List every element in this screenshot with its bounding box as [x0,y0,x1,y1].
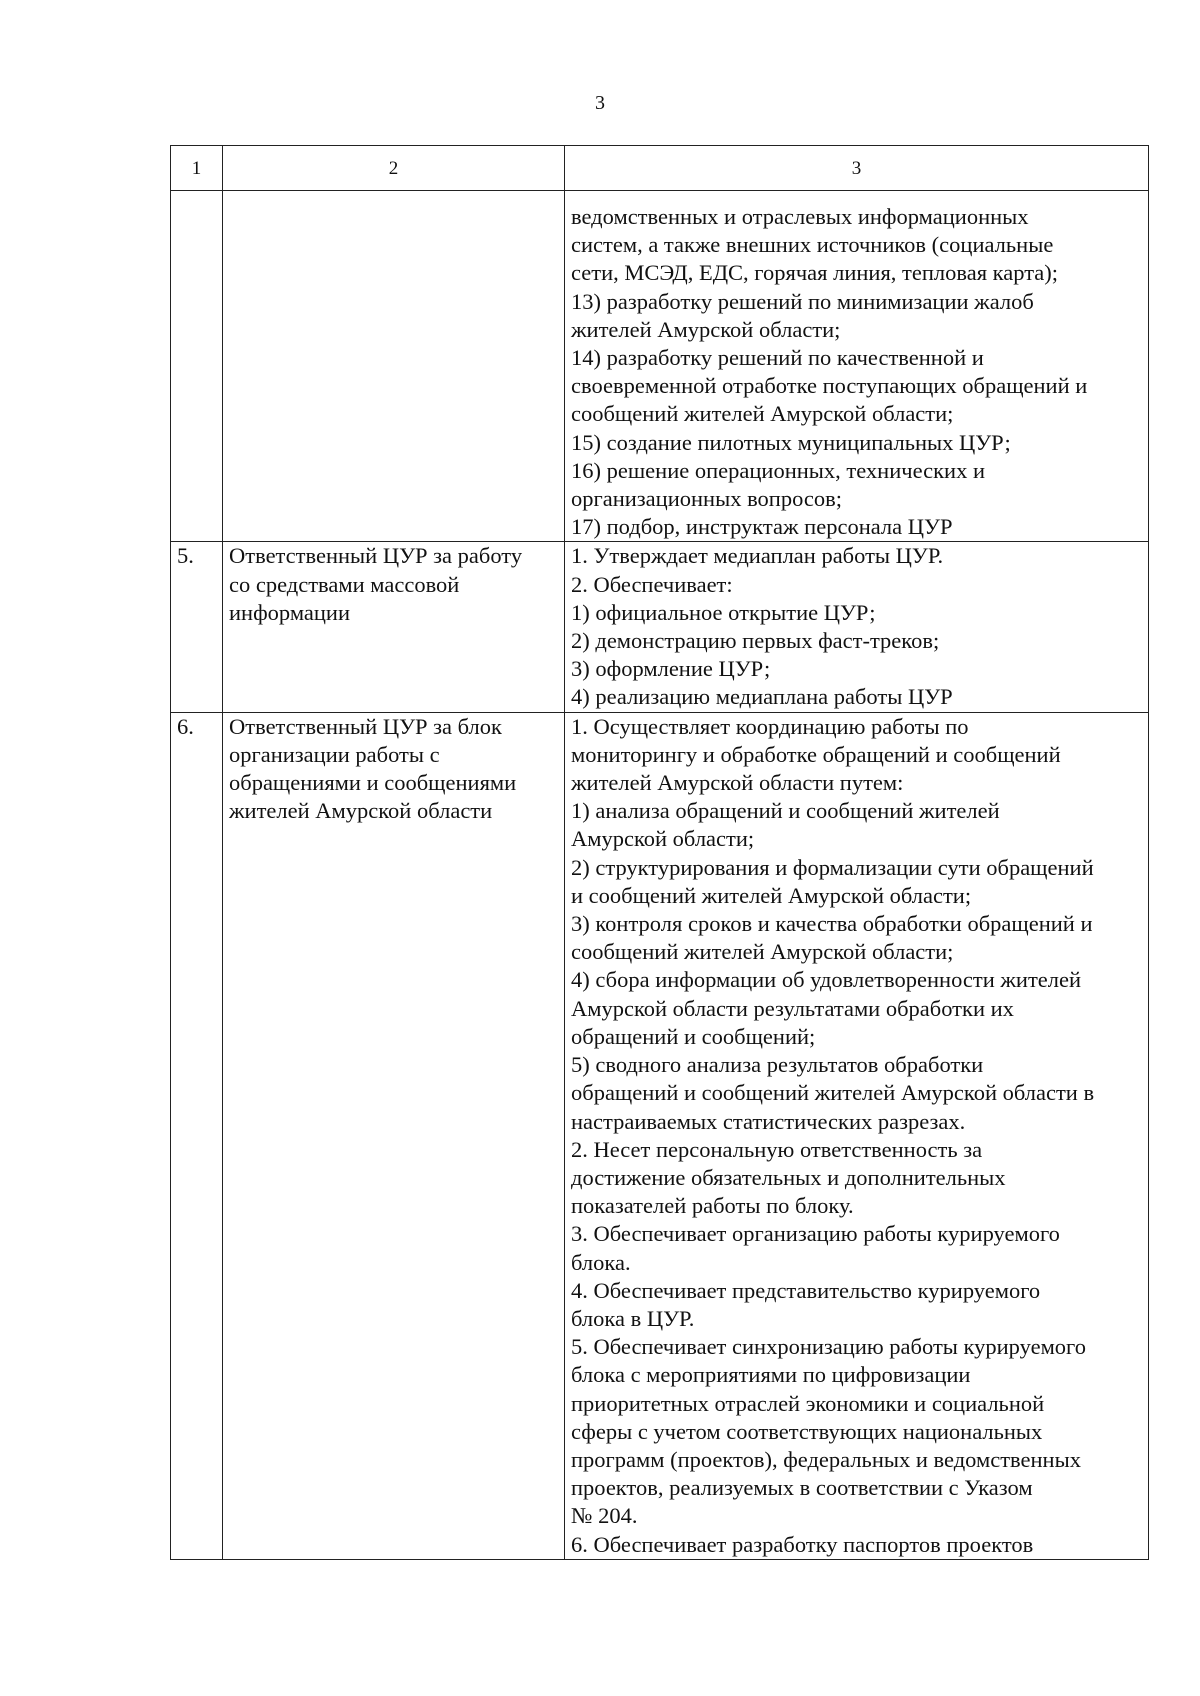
description-line: 17) подбор, инструктаж персонала ЦУР [571,514,953,540]
description-line: 4) сбора информации об удовлетворенности жителей [571,967,1082,993]
table-body [171,191,1149,1560]
row-number-cell [171,191,223,542]
description-line: сообщений жителей Амурской области; [571,939,954,965]
description-line: ведомственных и отраслевых информационных [571,204,1029,229]
description-line: настраиваемых статистических разрезах. [571,1108,966,1134]
role-line: жителей Амурской области [229,798,493,824]
description-line: 2) структурирования и формализации сути обращений [571,854,1094,880]
description-line: своевременной отработке поступающих обращений и [571,373,1088,399]
description-line: 1. Осуществляет координацию работы по [571,713,969,739]
description-line: обращений и сообщений жителей Амурской области в [571,1080,1095,1106]
table-row [171,712,1149,1559]
description-line: 1. Утверждает медиаплан работы ЦУР. [571,543,944,569]
description-cell [565,712,1149,1559]
description-line: 5. Обеспечивает синхронизацию работы курируемого [571,1334,1086,1360]
description-cell [565,191,1149,542]
table-row [171,191,1149,542]
row-number-cell: 6. [171,712,223,1559]
description-line: достижение обязательных и дополнительных [571,1164,1006,1190]
description-line: Амурской области; [571,826,755,852]
role-line: Ответственный ЦУР за блок [229,713,502,739]
role-cell [223,712,565,1559]
description-line: сети, МСЭД, ЕДС, горячая линия, тепловая карта); [571,260,1059,286]
role-line: организации работы с [229,741,440,767]
description-line: проектов, реализуемых в соответствии с Указом [571,1475,1033,1501]
description-line: 15) создание пилотных муниципальных ЦУР; [571,429,1011,455]
description-line: приоритетных отраслей экономики и социальной [571,1390,1045,1416]
description-line: организационных вопросов; [571,486,843,512]
description-line: систем, а также внешних источников (социальные [571,232,1054,258]
description-line: 2. Обеспечивает: [571,571,733,597]
description-line: сферы с учетом соответствующих национальных [571,1418,1043,1444]
description-line: 3) контроля сроков и качества обработки обращений и [571,911,1093,937]
description-line: 4. Обеспечивает представительство курируемого [571,1277,1041,1303]
description-line: показателей работы по блоку. [571,1193,854,1219]
role-line: обращениями и сообщениями [229,770,517,796]
role-cell [223,191,565,542]
description-line: жителей Амурской области путем: [571,770,904,796]
description-line: жителей Амурской области; [571,316,841,342]
description-line: блока с мероприятиями по цифровизации [571,1362,971,1388]
description-line: 2) демонстрацию первых фаст-треков; [571,628,940,654]
description-line: 4) реализацию медиаплана работы ЦУР [571,684,953,710]
table-row [171,542,1149,712]
role-line: Ответственный ЦУР за работу [229,543,523,569]
description-line: сообщений жителей Амурской области; [571,401,954,427]
description-line: 3) оформление ЦУР; [571,656,771,682]
description-line: 1) официальное открытие ЦУР; [571,599,876,625]
description-line: 16) решение операционных, технических и [571,457,985,483]
row-number-cell: 5. [171,542,223,712]
column-header-3: 3 [565,146,1149,191]
description-line: мониторингу и обработке обращений и сообщений [571,741,1061,767]
description-line: 3. Обеспечивает организацию работы курируемого [571,1221,1060,1247]
role-line: информации [229,599,351,625]
description-line: блока. [571,1249,631,1275]
description-line: программ (проектов), федеральных и ведомственных [571,1446,1081,1472]
description-line: 6. Обеспечивает разработку паспортов проектов [571,1531,1034,1557]
column-header-1: 1 [171,146,223,191]
description-line: 5) сводного анализа результатов обработки [571,1052,984,1078]
role-line: со средствами массовой [229,571,460,597]
role-cell [223,542,565,712]
description-line: 1) анализа обращений и сообщений жителей [571,798,1000,824]
description-line: 13) разработку решений по минимизации жалоб [571,288,1034,314]
description-line: и сообщений жителей Амурской области; [571,882,972,908]
page-number: 3 [595,92,605,114]
description-line: 2. Несет персональную ответственность за [571,1136,983,1162]
description-line: Амурской области результатами обработки их [571,995,1014,1021]
responsibilities-table [170,145,1149,1560]
description-line: обращений и сообщений; [571,1023,816,1049]
table-header-row [171,146,1149,191]
description-cell [565,542,1149,712]
column-header-2: 2 [223,146,565,191]
description-line: № 204. [571,1503,638,1529]
description-line: 14) разработку решений по качественной и [571,345,984,371]
description-line: блока в ЦУР. [571,1305,695,1331]
